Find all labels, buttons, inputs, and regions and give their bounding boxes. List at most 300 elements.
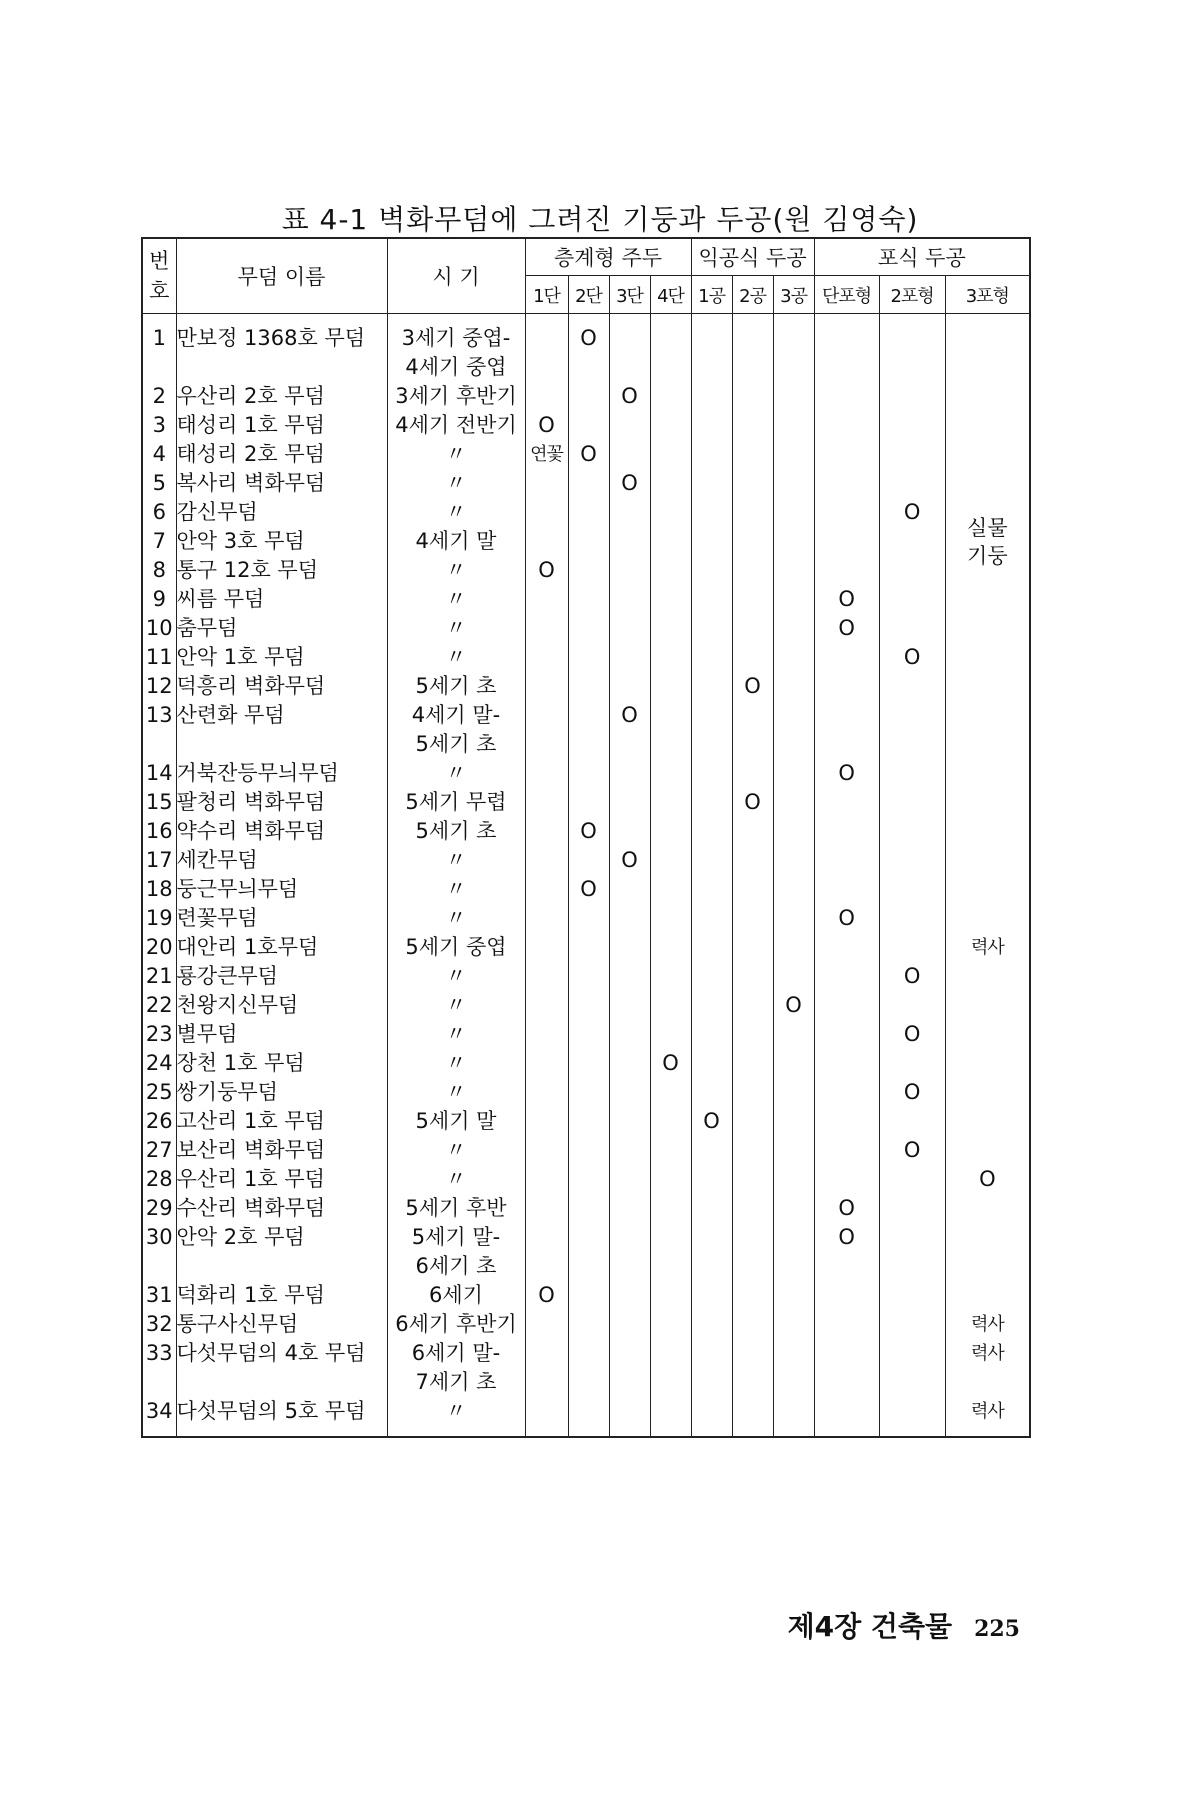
row-number: 18 bbox=[142, 875, 176, 904]
table-row bbox=[142, 314, 1030, 383]
mark-cell bbox=[773, 846, 814, 875]
tomb-period: 5세기 후반 bbox=[387, 1194, 525, 1223]
mark-cell bbox=[945, 469, 1030, 498]
mark-cell bbox=[650, 1194, 691, 1223]
mark-cell bbox=[568, 1223, 609, 1281]
mark-cell bbox=[814, 1397, 879, 1437]
mark-cell bbox=[814, 672, 879, 701]
mark-cell: O bbox=[879, 498, 945, 527]
mark-cell bbox=[773, 1078, 814, 1107]
row-number: 28 bbox=[142, 1165, 176, 1194]
tomb-period: 〃 bbox=[387, 846, 525, 875]
table-row bbox=[142, 1078, 1030, 1107]
mark-cell bbox=[732, 991, 773, 1020]
page-number: 225 bbox=[974, 1616, 1020, 1642]
mark-cell bbox=[814, 1339, 879, 1397]
mark-cell bbox=[773, 933, 814, 962]
mark-cell bbox=[609, 904, 650, 933]
mark-cell bbox=[879, 788, 945, 817]
mark-cell bbox=[879, 904, 945, 933]
table-row bbox=[142, 1107, 1030, 1136]
mark-cell bbox=[568, 1136, 609, 1165]
table-row bbox=[142, 527, 1030, 556]
mark-cell bbox=[650, 1281, 691, 1310]
mark-cell bbox=[773, 962, 814, 991]
mark-cell bbox=[732, 933, 773, 962]
mark-cell bbox=[609, 962, 650, 991]
row-number: 11 bbox=[142, 643, 176, 672]
mark-cell bbox=[773, 788, 814, 817]
mark-cell bbox=[609, 759, 650, 788]
row-number: 20 bbox=[142, 933, 176, 962]
mark-cell bbox=[568, 991, 609, 1020]
mark-cell bbox=[525, 875, 568, 904]
tomb-period: 〃 bbox=[387, 1136, 525, 1165]
subheader-cell: 2포형 bbox=[879, 276, 945, 314]
mark-cell: 력사 bbox=[945, 1339, 1030, 1397]
header-group-stacked: 층계형 주두 bbox=[525, 238, 691, 276]
mark-cell bbox=[814, 1020, 879, 1049]
mark-cell bbox=[691, 701, 732, 759]
mark-cell bbox=[732, 643, 773, 672]
mark-cell bbox=[525, 962, 568, 991]
tomb-period: 5세기 말- 6세기 초 bbox=[387, 1223, 525, 1281]
tomb-name: 둥근무늬무덤 bbox=[176, 875, 387, 904]
page-footer bbox=[770, 1605, 1020, 1645]
mark-cell bbox=[773, 556, 814, 585]
mark-cell bbox=[814, 643, 879, 672]
tomb-name: 산련화 무덤 bbox=[176, 701, 387, 759]
mark-cell bbox=[568, 672, 609, 701]
tomb-period: 〃 bbox=[387, 759, 525, 788]
mark-cell: 력사 bbox=[945, 933, 1030, 962]
mark-cell bbox=[568, 382, 609, 411]
mark-cell bbox=[945, 962, 1030, 991]
table-row bbox=[142, 933, 1030, 962]
mark-cell bbox=[879, 556, 945, 585]
tomb-name: 만보정 1368호 무덤 bbox=[176, 314, 387, 383]
mark-cell bbox=[691, 1078, 732, 1107]
mark-cell bbox=[773, 440, 814, 469]
mark-cell bbox=[879, 1107, 945, 1136]
mark-cell bbox=[525, 1194, 568, 1223]
mark-cell bbox=[732, 1281, 773, 1310]
subheader-cell: 3포형 bbox=[945, 276, 1030, 314]
mark-cell bbox=[814, 411, 879, 440]
mark-cell bbox=[691, 846, 732, 875]
tomb-period: 〃 bbox=[387, 498, 525, 527]
mark-cell bbox=[814, 846, 879, 875]
mark-cell bbox=[650, 904, 691, 933]
mark-cell bbox=[814, 382, 879, 411]
mark-cell bbox=[879, 1281, 945, 1310]
mark-cell: O bbox=[568, 817, 609, 846]
mark-cell bbox=[732, 817, 773, 846]
row-number: 21 bbox=[142, 962, 176, 991]
mark-cell bbox=[568, 1049, 609, 1078]
mark-cell bbox=[732, 527, 773, 556]
tomb-name: 춤무덤 bbox=[176, 614, 387, 643]
mark-cell bbox=[568, 933, 609, 962]
mark-cell bbox=[525, 1078, 568, 1107]
tomb-period: 〃 bbox=[387, 991, 525, 1020]
mark-cell bbox=[814, 556, 879, 585]
mark-cell bbox=[814, 701, 879, 759]
mark-cell bbox=[732, 1310, 773, 1339]
mark-cell: O bbox=[814, 614, 879, 643]
mark-cell bbox=[879, 1310, 945, 1339]
tomb-name: 다섯무덤의 4호 무덤 bbox=[176, 1339, 387, 1397]
mark-cell bbox=[732, 498, 773, 527]
mark-cell bbox=[879, 759, 945, 788]
subheader-cell: 2공 bbox=[732, 276, 773, 314]
mark-cell bbox=[691, 1223, 732, 1281]
table-row bbox=[142, 498, 1030, 527]
mark-cell bbox=[650, 498, 691, 527]
subheader-cell: 3공 bbox=[773, 276, 814, 314]
header-number: 번 호 bbox=[142, 238, 176, 314]
mark-cell bbox=[691, 1049, 732, 1078]
mark-cell bbox=[945, 1194, 1030, 1223]
table-row bbox=[142, 672, 1030, 701]
tomb-name: 덕흥리 벽화무덤 bbox=[176, 672, 387, 701]
mark-cell bbox=[945, 701, 1030, 759]
mark-cell bbox=[945, 817, 1030, 846]
mark-cell bbox=[650, 817, 691, 846]
mark-cell bbox=[945, 846, 1030, 875]
tomb-name: 련꽃무덤 bbox=[176, 904, 387, 933]
mark-cell bbox=[568, 556, 609, 585]
mark-cell bbox=[945, 1049, 1030, 1078]
tomb-period: 〃 bbox=[387, 962, 525, 991]
mark-cell bbox=[650, 314, 691, 383]
mark-cell bbox=[773, 759, 814, 788]
mark-cell bbox=[609, 788, 650, 817]
mark-cell: 연꽃 bbox=[525, 440, 568, 469]
mark-cell bbox=[609, 1310, 650, 1339]
mark-cell bbox=[945, 759, 1030, 788]
tomb-period: 〃 bbox=[387, 904, 525, 933]
tomb-name: 팔청리 벽화무덤 bbox=[176, 788, 387, 817]
mark-cell bbox=[568, 527, 609, 556]
tomb-period: 5세기 초 bbox=[387, 672, 525, 701]
row-number: 33 bbox=[142, 1339, 176, 1397]
mark-cell bbox=[773, 904, 814, 933]
mark-cell bbox=[773, 1049, 814, 1078]
mark-cell bbox=[773, 875, 814, 904]
mark-cell bbox=[879, 411, 945, 440]
tomb-name: 세칸무덤 bbox=[176, 846, 387, 875]
mark-cell bbox=[732, 875, 773, 904]
mark-cell bbox=[650, 933, 691, 962]
mark-cell bbox=[650, 1339, 691, 1397]
mark-cell bbox=[525, 991, 568, 1020]
mark-cell bbox=[609, 314, 650, 383]
tomb-name: 장천 1호 무덤 bbox=[176, 1049, 387, 1078]
mark-cell bbox=[732, 846, 773, 875]
mark-cell bbox=[691, 1194, 732, 1223]
tomb-name: 덕화리 1호 무덤 bbox=[176, 1281, 387, 1310]
mark-cell bbox=[814, 1281, 879, 1310]
mark-cell bbox=[879, 1194, 945, 1223]
subheader-cell: 4단 bbox=[650, 276, 691, 314]
mark-cell bbox=[650, 614, 691, 643]
mark-cell bbox=[650, 1223, 691, 1281]
mark-cell bbox=[732, 1107, 773, 1136]
mark-cell bbox=[945, 440, 1030, 469]
tomb-period: 5세기 초 bbox=[387, 817, 525, 846]
tomb-name: 복사리 벽화무덤 bbox=[176, 469, 387, 498]
mark-cell: O bbox=[814, 1223, 879, 1281]
mark-cell bbox=[879, 527, 945, 556]
subheader-cell: 1단 bbox=[525, 276, 568, 314]
mark-cell bbox=[568, 498, 609, 527]
mark-cell bbox=[732, 314, 773, 383]
row-number: 1 bbox=[142, 314, 176, 383]
mark-cell bbox=[691, 788, 732, 817]
tomb-period: 5세기 무렵 bbox=[387, 788, 525, 817]
mark-cell bbox=[525, 1339, 568, 1397]
table-row bbox=[142, 1049, 1030, 1078]
mark-cell bbox=[568, 701, 609, 759]
mark-cell bbox=[732, 469, 773, 498]
mark-cell bbox=[814, 788, 879, 817]
tomb-name: 안악 1호 무덤 bbox=[176, 643, 387, 672]
mark-cell bbox=[650, 469, 691, 498]
mark-cell bbox=[609, 614, 650, 643]
mark-cell bbox=[609, 1078, 650, 1107]
table-row bbox=[142, 991, 1030, 1020]
mark-cell: O bbox=[945, 1165, 1030, 1194]
mark-cell bbox=[945, 1223, 1030, 1281]
mark-cell bbox=[609, 1165, 650, 1194]
mark-cell bbox=[879, 701, 945, 759]
mark-cell bbox=[732, 1136, 773, 1165]
mark-cell bbox=[945, 585, 1030, 614]
mark-cell bbox=[879, 469, 945, 498]
table-row bbox=[142, 904, 1030, 933]
mark-cell bbox=[609, 817, 650, 846]
mark-cell bbox=[814, 314, 879, 383]
mark-cell bbox=[650, 1136, 691, 1165]
subheader-cell: 1공 bbox=[691, 276, 732, 314]
mark-cell bbox=[525, 585, 568, 614]
mark-cell bbox=[879, 585, 945, 614]
mark-cell: O bbox=[609, 469, 650, 498]
mark-cell: O bbox=[568, 875, 609, 904]
table-row bbox=[142, 440, 1030, 469]
mark-cell bbox=[732, 701, 773, 759]
mark-cell bbox=[525, 314, 568, 383]
mark-cell bbox=[879, 672, 945, 701]
mark-cell bbox=[609, 1136, 650, 1165]
row-number: 32 bbox=[142, 1310, 176, 1339]
mark-cell bbox=[691, 1339, 732, 1397]
mark-cell: O bbox=[525, 556, 568, 585]
mark-cell bbox=[650, 1107, 691, 1136]
mark-cell bbox=[879, 1165, 945, 1194]
mark-cell bbox=[732, 411, 773, 440]
mark-cell bbox=[650, 759, 691, 788]
mark-cell bbox=[691, 672, 732, 701]
tomb-period: 〃 bbox=[387, 585, 525, 614]
mark-cell bbox=[879, 991, 945, 1020]
tomb-period: 〃 bbox=[387, 614, 525, 643]
mark-cell bbox=[609, 991, 650, 1020]
mark-cell bbox=[568, 614, 609, 643]
tomb-name: 거북잔등무늬무덤 bbox=[176, 759, 387, 788]
mark-cell bbox=[568, 1078, 609, 1107]
tomb-period: 3세기 후반기 bbox=[387, 382, 525, 411]
tomb-period: 〃 bbox=[387, 643, 525, 672]
mark-cell bbox=[814, 440, 879, 469]
mark-cell bbox=[691, 1020, 732, 1049]
mark-cell bbox=[609, 556, 650, 585]
mark-cell bbox=[609, 498, 650, 527]
mark-cell: O bbox=[773, 991, 814, 1020]
row-number: 27 bbox=[142, 1136, 176, 1165]
row-number: 15 bbox=[142, 788, 176, 817]
tomb-name: 대안리 1호무덤 bbox=[176, 933, 387, 962]
mark-cell bbox=[691, 556, 732, 585]
mark-cell bbox=[525, 1107, 568, 1136]
mark-cell bbox=[773, 469, 814, 498]
mark-cell bbox=[525, 1223, 568, 1281]
row-number: 7 bbox=[142, 527, 176, 556]
mark-cell bbox=[650, 846, 691, 875]
mark-cell bbox=[568, 904, 609, 933]
table-row bbox=[142, 788, 1030, 817]
tomb-period: 4세기 말- 5세기 초 bbox=[387, 701, 525, 759]
tomb-name: 천왕지신무덤 bbox=[176, 991, 387, 1020]
tomb-name: 별무덤 bbox=[176, 1020, 387, 1049]
mark-cell bbox=[773, 1107, 814, 1136]
mark-cell bbox=[691, 875, 732, 904]
mark-cell bbox=[773, 314, 814, 383]
mark-cell bbox=[609, 1397, 650, 1437]
mark-cell bbox=[609, 1281, 650, 1310]
mark-cell bbox=[609, 672, 650, 701]
mark-cell bbox=[609, 643, 650, 672]
mark-cell bbox=[945, 1136, 1030, 1165]
mark-cell bbox=[691, 759, 732, 788]
row-number: 10 bbox=[142, 614, 176, 643]
mark-cell bbox=[879, 1339, 945, 1397]
mark-cell bbox=[609, 1223, 650, 1281]
row-number: 24 bbox=[142, 1049, 176, 1078]
mark-cell bbox=[732, 1049, 773, 1078]
table-row bbox=[142, 614, 1030, 643]
mark-cell bbox=[650, 556, 691, 585]
tomb-period: 〃 bbox=[387, 1078, 525, 1107]
mark-cell bbox=[691, 904, 732, 933]
mark-cell bbox=[814, 1165, 879, 1194]
mark-cell: O bbox=[609, 382, 650, 411]
mark-cell bbox=[525, 498, 568, 527]
mark-cell bbox=[609, 1049, 650, 1078]
table-row bbox=[142, 1397, 1030, 1437]
mark-cell bbox=[773, 1165, 814, 1194]
table-row bbox=[142, 701, 1030, 759]
mark-cell bbox=[650, 440, 691, 469]
mark-cell bbox=[945, 991, 1030, 1020]
table-row bbox=[142, 469, 1030, 498]
mark-cell bbox=[525, 817, 568, 846]
mark-cell bbox=[525, 1049, 568, 1078]
mark-cell bbox=[732, 759, 773, 788]
tomb-name: 씨름 무덤 bbox=[176, 585, 387, 614]
tomb-name: 룡강큰무덤 bbox=[176, 962, 387, 991]
mark-cell bbox=[568, 962, 609, 991]
table-row bbox=[142, 556, 1030, 585]
mark-cell bbox=[691, 614, 732, 643]
mark-cell bbox=[568, 846, 609, 875]
mark-cell bbox=[945, 875, 1030, 904]
row-number: 14 bbox=[142, 759, 176, 788]
header-period: 시 기 bbox=[387, 238, 525, 314]
mark-cell bbox=[732, 1223, 773, 1281]
mark-cell bbox=[691, 585, 732, 614]
header-group-poshik: 포식 두공 bbox=[814, 238, 1030, 276]
mark-cell bbox=[732, 1194, 773, 1223]
row-number: 23 bbox=[142, 1020, 176, 1049]
tomb-name: 다섯무덤의 5호 무덤 bbox=[176, 1397, 387, 1437]
tomb-period: 6세기 bbox=[387, 1281, 525, 1310]
mark-cell bbox=[879, 614, 945, 643]
mark-cell bbox=[773, 817, 814, 846]
mark-cell bbox=[773, 1310, 814, 1339]
table-row bbox=[142, 1281, 1030, 1310]
tomb-period: 〃 bbox=[387, 1049, 525, 1078]
mark-cell bbox=[568, 1165, 609, 1194]
mark-cell bbox=[525, 1310, 568, 1339]
mark-cell bbox=[732, 962, 773, 991]
subheader-cell: 3단 bbox=[609, 276, 650, 314]
mark-cell bbox=[525, 933, 568, 962]
mark-cell bbox=[773, 411, 814, 440]
mark-cell bbox=[650, 962, 691, 991]
table-row bbox=[142, 585, 1030, 614]
mark-cell bbox=[879, 382, 945, 411]
table-row bbox=[142, 1339, 1030, 1397]
mark-cell bbox=[732, 585, 773, 614]
row-number: 29 bbox=[142, 1194, 176, 1223]
mark-cell bbox=[945, 1281, 1030, 1310]
mark-cell bbox=[568, 411, 609, 440]
row-number: 4 bbox=[142, 440, 176, 469]
table-row bbox=[142, 1165, 1030, 1194]
mark-cell: O bbox=[650, 1049, 691, 1078]
mark-cell bbox=[814, 933, 879, 962]
mark-cell bbox=[691, 1165, 732, 1194]
mark-cell bbox=[814, 991, 879, 1020]
table-row bbox=[142, 382, 1030, 411]
mark-cell bbox=[732, 1020, 773, 1049]
mark-cell bbox=[691, 469, 732, 498]
mark-cell bbox=[691, 498, 732, 527]
mark-cell: O bbox=[525, 1281, 568, 1310]
mark-cell bbox=[568, 1397, 609, 1437]
table-row bbox=[142, 875, 1030, 904]
mark-cell bbox=[525, 614, 568, 643]
tomb-period: 〃 bbox=[387, 440, 525, 469]
mark-cell bbox=[568, 1339, 609, 1397]
mark-cell bbox=[879, 875, 945, 904]
mark-cell bbox=[525, 904, 568, 933]
mark-cell bbox=[650, 875, 691, 904]
mark-cell bbox=[525, 846, 568, 875]
mark-cell bbox=[945, 1020, 1030, 1049]
